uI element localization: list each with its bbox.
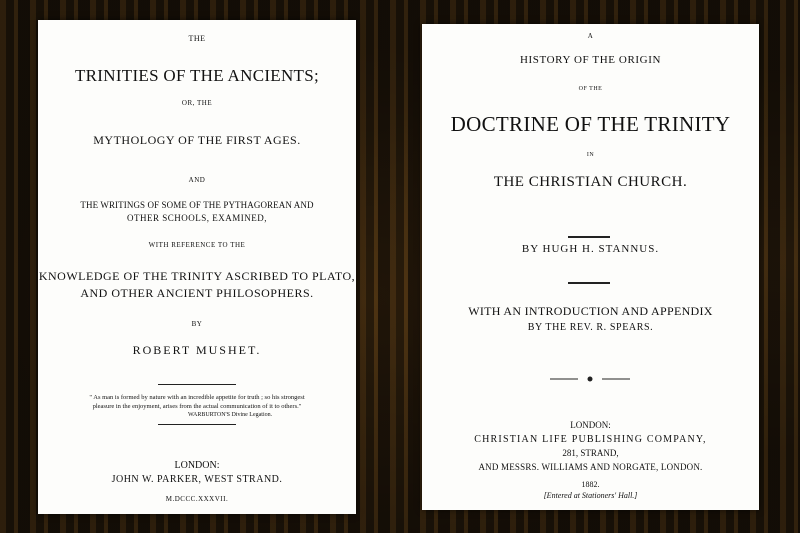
in-label: IN (586, 152, 595, 158)
title-line-3: THE CHRISTIAN CHURCH. (493, 174, 688, 190)
imprint-place: LONDON: (174, 460, 220, 471)
of-the-label: OF THE (578, 86, 603, 92)
entered-notice: [Entered at Stationers' Hall.] (543, 491, 638, 500)
title-line-2: DOCTRINE OF THE TRINITY (450, 112, 731, 136)
imprint-address: 281, STRAND, (562, 448, 619, 458)
author-name: BY HUGH H. STANNUS. (521, 243, 660, 255)
introduction-line: WITH AN INTRODUCTION AND APPENDIX (468, 304, 713, 318)
author-name: ROBERT MUSHET. (132, 343, 262, 357)
divider-rule (568, 282, 610, 284)
book-subtitle: MYTHOLOGY OF THE FIRST AGES. (93, 133, 301, 147)
imprint-place: LONDON: (570, 420, 611, 430)
imprint-publisher: CHRISTIAN LIFE PUBLISHING COMPANY, (474, 434, 707, 445)
book-title: TRINITIES OF THE ANCIENTS; (74, 66, 320, 85)
or-the-label: OR, THE (181, 99, 213, 107)
with-reference-label: WITH REFERENCE TO THE (148, 241, 246, 249)
knowledge-line-2: AND OTHER ANCIENT PHILOSOPHERS. (80, 286, 314, 300)
epigraph-source: WARBURTON'S Divine Legation. (188, 412, 273, 418)
divider-rule (158, 384, 236, 385)
epigraph-line-2: pleasure in the enjoyment, arises from the actual communication of it to others." (92, 403, 302, 410)
introduction-by: BY THE REV. R. SPEARS. (527, 322, 654, 333)
title-line-1: HISTORY OF THE ORIGIN (519, 54, 662, 66)
writings-line-2: OTHER SCHOOLS, EXAMINED, (127, 213, 267, 223)
by-label: BY (191, 320, 203, 328)
title-page-trinities-of-the-ancients (38, 20, 356, 514)
ornament-divider (550, 376, 630, 382)
writings-line-1: THE WRITINGS OF SOME OF THE PYTHAGOREAN AND (80, 200, 314, 210)
a-label: A (587, 32, 594, 40)
divider-rule (568, 236, 610, 238)
knowledge-line-1: KNOWLEDGE OF THE TRINITY ASCRIBED TO PLATO, (38, 269, 356, 283)
divider-rule (158, 424, 236, 425)
imprint-publisher-2: AND MESSRS. WILLIAMS AND NORGATE, LONDON. (478, 462, 703, 472)
epigraph-line-1: " As man is formed by nature with an incredible appetite for truth ; so his strongest (89, 394, 305, 401)
imprint-year: 1882. (581, 480, 600, 489)
imprint-year: M.DCCC.XXXVII. (165, 495, 229, 503)
imprint-publisher: JOHN W. PARKER, WEST STRAND. (111, 474, 283, 485)
the-label: THE (188, 34, 206, 43)
and-label: AND (188, 176, 206, 184)
title-page-history-of-doctrine-of-trinity (422, 24, 759, 510)
